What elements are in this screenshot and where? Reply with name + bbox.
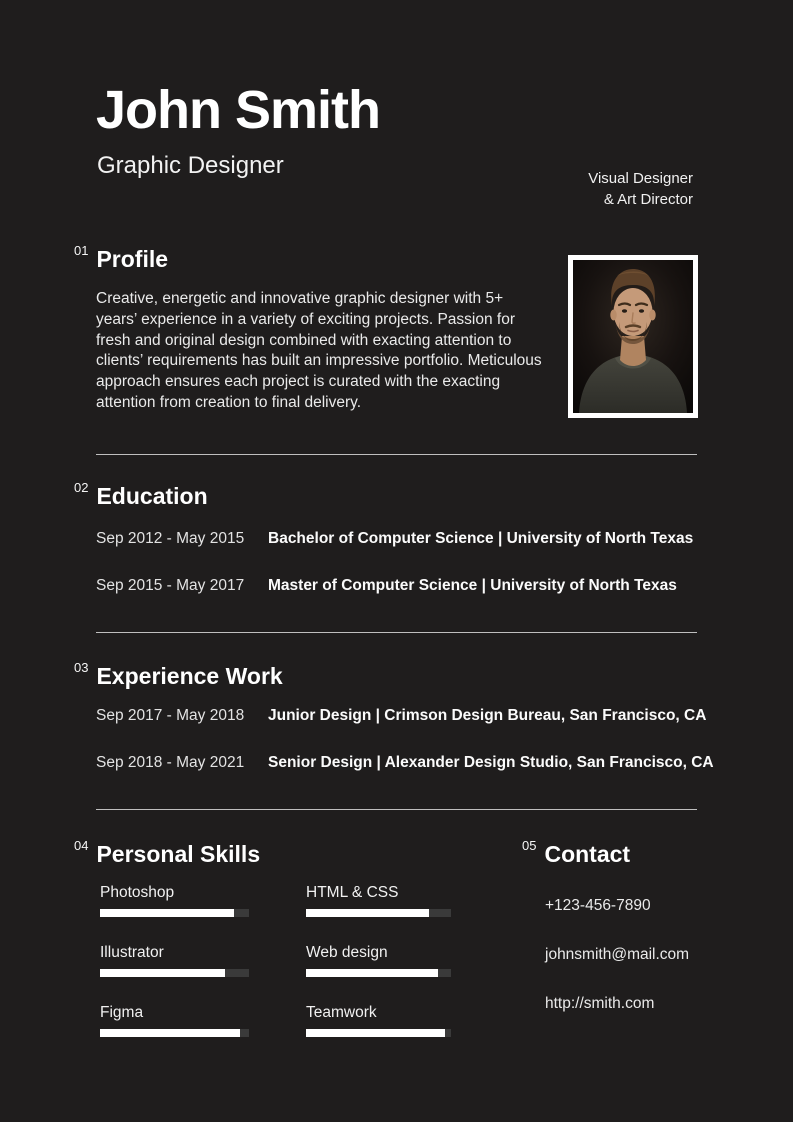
profile-section-title: Profile — [96, 246, 169, 272]
profile-photo — [568, 255, 698, 418]
contact-email[interactable]: johnsmith@mail.com — [545, 946, 690, 963]
skills-section-heading — [74, 838, 260, 866]
skill-label: HTML & CSS — [306, 884, 399, 901]
skill-progress-track — [306, 909, 451, 917]
experience-dates: Sep 2018 - May 2021 — [96, 754, 245, 771]
skill-progress-fill — [306, 1029, 445, 1037]
person-role-tagline — [588, 168, 693, 210]
skill-progress-track — [100, 909, 249, 917]
contact-list — [545, 897, 689, 1044]
skill-item — [306, 944, 451, 977]
skill-progress-track — [306, 969, 451, 977]
contact-section-number: 05 — [522, 838, 537, 853]
skill-progress-track — [306, 1029, 451, 1037]
experience-section-number: 03 — [74, 660, 89, 675]
skill-label: Teamwork — [306, 1004, 377, 1021]
education-dates: Sep 2012 - May 2015 — [96, 530, 245, 547]
education-section-title: Education — [96, 483, 208, 509]
skill-progress-fill — [100, 1029, 240, 1037]
experience-row — [96, 754, 716, 772]
contact-section-title: Contact — [544, 841, 631, 867]
contact-website[interactable]: http://smith.com — [545, 995, 655, 1012]
skill-label: Illustrator — [100, 944, 164, 961]
skill-progress-fill — [306, 909, 429, 917]
portrait-illustration — [573, 260, 693, 413]
profile-summary-text: Creative, energetic and innovative graphic designer with 5+ years’ experience in a variety of exciting projects. Passion for fresh and original design combined with exacting attention to clients’ requirements has built an impressive portfolio. Meticulous approach ensures each project is curated with the exacting attention from creation to final delivery. — [96, 290, 542, 411]
skill-item — [100, 944, 249, 977]
skill-item — [306, 1004, 451, 1037]
contact-phone[interactable]: +123-456-7890 — [545, 897, 651, 914]
skill-progress-fill — [306, 969, 438, 977]
skill-progress-track — [100, 1029, 249, 1037]
skills-section-number: 04 — [74, 838, 89, 853]
experience-row — [96, 707, 716, 725]
skill-progress-track — [100, 969, 249, 977]
education-row — [96, 577, 716, 595]
education-degree: Bachelor of Computer Science | University of North Texas — [268, 530, 694, 547]
skill-item — [306, 884, 451, 917]
section-divider — [96, 632, 697, 633]
role-line-1: Visual Designer — [588, 170, 693, 187]
profile-section-number: 01 — [74, 243, 89, 258]
person-name: John Smith — [96, 80, 380, 140]
education-section-heading — [74, 480, 208, 508]
experience-section-title: Experience Work — [96, 663, 283, 689]
education-row — [96, 530, 716, 548]
skill-item — [100, 1004, 249, 1037]
experience-position: Junior Design | Crimson Design Bureau, San Francisco, CA — [268, 707, 707, 724]
person-job-title: Graphic Designer — [97, 152, 284, 179]
skill-progress-fill — [100, 909, 234, 917]
skill-label: Figma — [100, 1004, 144, 1021]
education-degree: Master of Computer Science | University of North Texas — [268, 577, 677, 594]
role-line-2: & Art Director — [603, 191, 693, 208]
education-section-number: 02 — [74, 480, 89, 495]
skills-grid — [100, 884, 451, 1037]
section-divider — [96, 809, 697, 810]
contact-section-heading — [522, 838, 630, 866]
experience-section-heading — [74, 660, 283, 688]
skill-progress-fill — [100, 969, 225, 977]
experience-dates: Sep 2017 - May 2018 — [96, 707, 245, 724]
experience-position: Senior Design | Alexander Design Studio, San Francisco, CA — [268, 754, 714, 771]
skill-item — [100, 884, 249, 917]
section-divider — [96, 454, 697, 455]
education-dates: Sep 2015 - May 2017 — [96, 577, 245, 594]
skill-label: Photoshop — [100, 884, 175, 901]
profile-section-heading — [74, 243, 168, 271]
skills-section-title: Personal Skills — [96, 841, 261, 867]
skill-label: Web design — [306, 944, 388, 961]
